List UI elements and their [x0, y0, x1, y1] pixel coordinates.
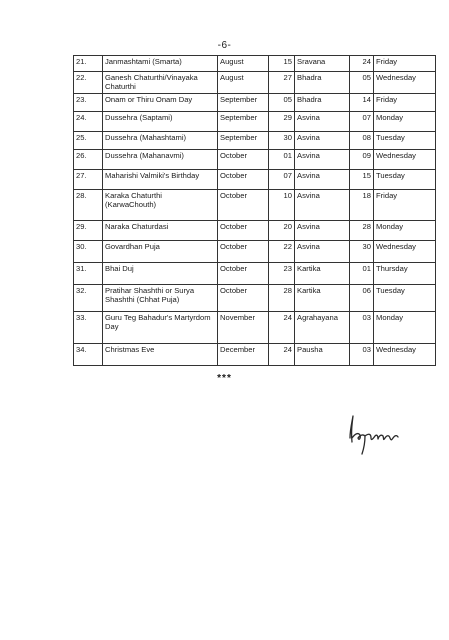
saka-month: Agrahayana [295, 312, 350, 344]
holiday-date: 30 [269, 132, 295, 150]
weekday: Monday [374, 112, 436, 132]
weekday: Wednesday [374, 344, 436, 366]
holiday-name: Bhai Duj [103, 263, 218, 285]
holiday-name: Karaka Chaturthi (KarwaChouth) [103, 190, 218, 221]
weekday: Tuesday [374, 285, 436, 312]
holiday-date: 10 [269, 190, 295, 221]
holiday-month: August [218, 56, 269, 72]
holiday-table [73, 55, 436, 366]
holiday-date: 24 [269, 312, 295, 344]
weekday: Monday [374, 221, 436, 241]
saka-month: Bhadra [295, 72, 350, 94]
holiday-date: 27 [269, 72, 295, 94]
holiday-month: October [218, 221, 269, 241]
saka-month: Kartika [295, 263, 350, 285]
holiday-name: Dussehra (Mahashtami) [103, 132, 218, 150]
table-row [74, 170, 436, 190]
serial-number: 25. [74, 132, 103, 150]
table-row [74, 132, 436, 150]
page-number: -6- [217, 40, 232, 51]
table-row [74, 190, 436, 221]
table-row [74, 263, 436, 285]
table-row [74, 285, 436, 312]
saka-month: Asvina [295, 112, 350, 132]
serial-number: 33. [74, 312, 103, 344]
holiday-date: 22 [269, 241, 295, 263]
holiday-name: Maharishi Valmiki's Birthday [103, 170, 218, 190]
table-row [74, 72, 436, 94]
saka-date: 01 [350, 263, 374, 285]
holiday-name: Dussehra (Saptami) [103, 112, 218, 132]
holiday-date: 20 [269, 221, 295, 241]
serial-number: 27. [74, 170, 103, 190]
signature-stroke [350, 416, 398, 454]
saka-month: Asvina [295, 241, 350, 263]
holiday-date: 05 [269, 94, 295, 112]
holiday-date: 23 [269, 263, 295, 285]
holiday-name: Janmashtami (Smarta) [103, 56, 218, 72]
holiday-name: Ganesh Chaturthi/Vinayaka Chaturthi [103, 72, 218, 94]
serial-number: 31. [74, 263, 103, 285]
serial-number: 22. [74, 72, 103, 94]
holiday-name: Govardhan Puja [103, 241, 218, 263]
saka-date: 15 [350, 170, 374, 190]
signature-image [343, 408, 423, 456]
holiday-month: October [218, 190, 269, 221]
holiday-date: 24 [269, 344, 295, 366]
holiday-name: Christmas Eve [103, 344, 218, 366]
serial-number: 29. [74, 221, 103, 241]
weekday: Wednesday [374, 150, 436, 170]
serial-number: 28. [74, 190, 103, 221]
serial-number: 23. [74, 94, 103, 112]
saka-date: 24 [350, 56, 374, 72]
serial-number: 26. [74, 150, 103, 170]
saka-date: 08 [350, 132, 374, 150]
saka-date: 07 [350, 112, 374, 132]
saka-month: Bhadra [295, 94, 350, 112]
holiday-date: 01 [269, 150, 295, 170]
saka-month: Pausha [295, 344, 350, 366]
saka-month: Sravana [295, 56, 350, 72]
holiday-month: October [218, 263, 269, 285]
serial-number: 21. [74, 56, 103, 72]
table-row [74, 94, 436, 112]
holiday-month: October [218, 150, 269, 170]
saka-month: Kartika [295, 285, 350, 312]
holiday-month: October [218, 285, 269, 312]
saka-month: Asvina [295, 190, 350, 221]
serial-number: 34. [74, 344, 103, 366]
holiday-month: October [218, 241, 269, 263]
weekday: Friday [374, 56, 436, 72]
holiday-month: October [218, 170, 269, 190]
table-row [74, 150, 436, 170]
saka-date: 09 [350, 150, 374, 170]
holiday-date: 29 [269, 112, 295, 132]
table-row [74, 56, 436, 72]
weekday: Monday [374, 312, 436, 344]
holiday-name: Onam or Thiru Onam Day [103, 94, 218, 112]
holiday-month: December [218, 344, 269, 366]
holiday-name: Dussehra (Mahanavmi) [103, 150, 218, 170]
serial-number: 32. [74, 285, 103, 312]
holiday-month: September [218, 112, 269, 132]
holiday-month: November [218, 312, 269, 344]
end-marker: *** [217, 373, 232, 384]
holiday-date: 15 [269, 56, 295, 72]
saka-month: Asvina [295, 221, 350, 241]
saka-date: 06 [350, 285, 374, 312]
saka-date: 30 [350, 241, 374, 263]
holiday-month: August [218, 72, 269, 94]
saka-month: Asvina [295, 150, 350, 170]
table-row [74, 241, 436, 263]
holiday-date: 07 [269, 170, 295, 190]
serial-number: 24. [74, 112, 103, 132]
table-row [74, 312, 436, 344]
saka-date: 14 [350, 94, 374, 112]
weekday: Thursday [374, 263, 436, 285]
table-row [74, 344, 436, 366]
serial-number: 30. [74, 241, 103, 263]
holiday-month: September [218, 94, 269, 112]
saka-date: 05 [350, 72, 374, 94]
table-row [74, 112, 436, 132]
saka-month: Asvina [295, 132, 350, 150]
saka-date: 28 [350, 221, 374, 241]
weekday: Wednesday [374, 241, 436, 263]
holiday-name: Naraka Chaturdasi [103, 221, 218, 241]
holiday-month: September [218, 132, 269, 150]
weekday: Wednesday [374, 72, 436, 94]
saka-date: 18 [350, 190, 374, 221]
holiday-date: 28 [269, 285, 295, 312]
weekday: Tuesday [374, 170, 436, 190]
weekday: Friday [374, 94, 436, 112]
weekday: Tuesday [374, 132, 436, 150]
holiday-name: Guru Teg Bahadur's Martyrdom Day [103, 312, 218, 344]
saka-month: Asvina [295, 170, 350, 190]
saka-date: 03 [350, 312, 374, 344]
holiday-name: Pratihar Shashthi or Surya Shashthi (Chhat Puja) [103, 285, 218, 312]
weekday: Friday [374, 190, 436, 221]
table-row [74, 221, 436, 241]
saka-date: 03 [350, 344, 374, 366]
